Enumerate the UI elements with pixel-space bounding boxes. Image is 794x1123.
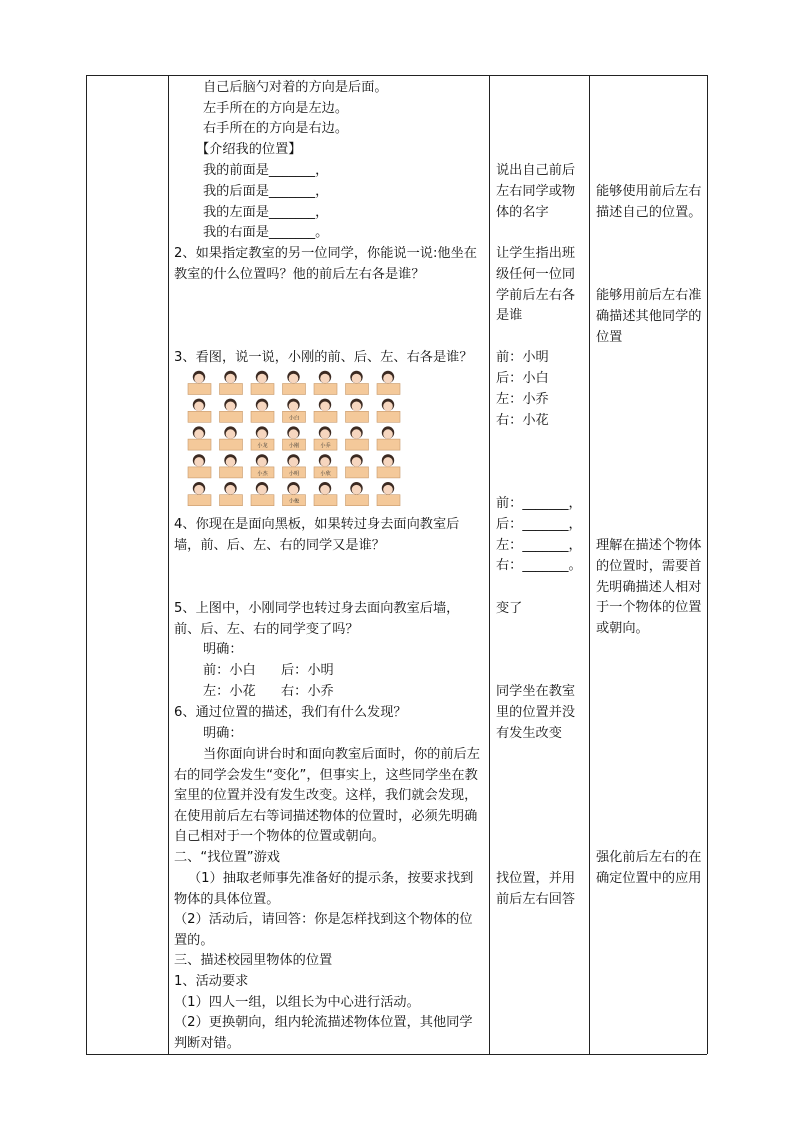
- answer-left: 左：小乔: [496, 392, 549, 407]
- section-2-title: 二、“找位置”游戏: [174, 850, 280, 865]
- student-face: [257, 402, 267, 412]
- student-desk: [346, 495, 369, 506]
- student-desk: [188, 495, 211, 506]
- student-desk: [346, 384, 369, 395]
- text-line: 自己后脑勺对着的方向是后面。: [203, 80, 388, 95]
- design-intent-1: 能够使用前后左右描述自己的位置。: [596, 184, 702, 220]
- classroom-seat-illustration: [184, 369, 406, 508]
- section-3-item: （2）更换朝向，组内轮流描述物体位置，其他同学判断对错。: [174, 1015, 473, 1051]
- question-2: 2、如果指定教室的另一位同学，你能说一说:他坐在教室的什么位置吗？他的前后左右各是谁？: [174, 246, 477, 282]
- answer-front: 前：小明: [496, 350, 549, 365]
- clarify-label: 明确：: [203, 726, 243, 741]
- student-desk: [346, 439, 369, 450]
- student-face: [383, 429, 393, 439]
- answer-back: 后：小明: [281, 663, 334, 678]
- fill-blank-line: 我的后面是_______，: [203, 184, 329, 199]
- student-face: [383, 485, 393, 495]
- student-face: [383, 374, 393, 384]
- student-face: [257, 485, 267, 495]
- question-5: 5、上图中，小刚同学也转过身去面向教室后墙，前、后、左、右的同学变了吗？: [174, 601, 460, 637]
- desk-name-label: 小俊: [288, 498, 300, 505]
- student-desk: [220, 384, 243, 395]
- student-face: [289, 457, 299, 467]
- student-face: [320, 402, 330, 412]
- table-divider-2: [489, 75, 490, 1054]
- table-divider-1: [168, 75, 169, 1054]
- student-desk: [314, 495, 337, 506]
- student-face: [320, 485, 330, 495]
- student-face: [289, 485, 299, 495]
- section-heading: 【介绍我的位置】: [196, 142, 302, 157]
- student-desk: [377, 495, 400, 506]
- student-face: [289, 429, 299, 439]
- answer-front: 前：小白: [203, 663, 256, 678]
- student-face: [352, 374, 362, 384]
- table-border-left: [86, 75, 87, 1054]
- student-desk: [251, 411, 274, 422]
- student-desk: [188, 384, 211, 395]
- seat-grid-svg: [184, 369, 406, 508]
- student-desk: [188, 467, 211, 478]
- student-activity-2: 让学生指出班级任何一位同学前后左右各是谁: [496, 246, 576, 324]
- student-face: [383, 457, 393, 467]
- blank-left: 左：_______，: [496, 538, 582, 553]
- blank-right: 右：_______。: [496, 558, 582, 573]
- question-4: 4、你现在是面向黑板，如果转过身去面向教室后墙，前、后、左、右的同学又是谁？: [174, 517, 460, 553]
- student-activity-6: 同学坐在教室里的位置并没有发生改变: [496, 684, 576, 741]
- desk-name-label: 小乔: [320, 443, 331, 450]
- student-desk: [283, 384, 306, 395]
- design-intent-2: 能够用前后左右准确描述其他同学的位置: [596, 288, 702, 345]
- student-activity-1: 说出自己前后左右同学或物体的名字: [496, 163, 576, 220]
- student-desk: [377, 384, 400, 395]
- desk-name-label: 小白: [288, 415, 300, 422]
- student-desk: [377, 439, 400, 450]
- student-desk: [251, 495, 274, 506]
- table-border-right: [707, 75, 708, 1054]
- student-face: [289, 402, 299, 412]
- student-activity-5: 变了: [496, 601, 523, 616]
- text-line: 右手所在的方向是右边。: [203, 121, 349, 136]
- student-desk: [377, 467, 400, 478]
- student-desk: [251, 384, 274, 395]
- student-desk: [188, 411, 211, 422]
- student-face: [257, 374, 267, 384]
- conclusion-paragraph: 当你面向讲台时和面向教室后面时，你的前后左右的同学会发生“变化”，但事实上，这些同学坐在教室里的位置并没有发生改变。这样，我们就会发现，在使用前后左右等词描述物体的位置时，必须先明确自己相对于一个物体的位置或朝向。: [174, 747, 480, 845]
- student-face: [194, 429, 204, 439]
- table-divider-3: [589, 75, 590, 1054]
- question-3: 3、看图，说一说，小刚的前、后、左、右各是谁？: [174, 350, 473, 365]
- text-line: 左手所在的方向是左边。: [203, 101, 349, 116]
- student-face: [226, 429, 236, 439]
- student-face: [352, 457, 362, 467]
- student-desk: [220, 439, 243, 450]
- question-6: 6、通过位置的描述，我们有什么发现？: [174, 705, 407, 720]
- student-face: [320, 457, 330, 467]
- table-border-top: [86, 75, 707, 76]
- student-face: [226, 402, 236, 412]
- student-desk: [220, 495, 243, 506]
- student-desk: [220, 467, 243, 478]
- student-face: [194, 457, 204, 467]
- student-face: [383, 402, 393, 412]
- student-face: [257, 429, 267, 439]
- desk-name-label: 小杰: [257, 470, 268, 477]
- student-activity-7: 找位置，并用前后左右回答: [496, 871, 576, 907]
- clarify-label: 明确：: [203, 642, 243, 657]
- student-desk: [377, 411, 400, 422]
- section-3-item: 1、活动要求: [174, 974, 249, 989]
- fill-blank-line: 我的前面是_______，: [203, 163, 329, 178]
- desk-name-label: 小刚: [288, 443, 300, 450]
- desk-name-label: 小龙: [257, 443, 268, 450]
- section-2-step-2: （2）活动后，请回答：你是怎样找到这个物体的位置的。: [174, 912, 473, 948]
- student-face: [289, 374, 299, 384]
- student-face: [194, 374, 204, 384]
- answer-right: 右：小花: [496, 413, 549, 428]
- student-face: [320, 429, 330, 439]
- student-face: [257, 457, 267, 467]
- desk-name-label: 小欣: [320, 470, 331, 477]
- student-face: [226, 457, 236, 467]
- design-intent-3: 理解在描述个物体的位置时，需要首先明确描述人相对于一个物体的位置或朝向。: [596, 538, 702, 637]
- student-desk: [220, 411, 243, 422]
- student-desk: [346, 411, 369, 422]
- section-3-title: 三、描述校园里物体的位置: [174, 953, 333, 968]
- student-face: [352, 485, 362, 495]
- blank-front: 前：_______，: [496, 496, 582, 511]
- student-face: [352, 429, 362, 439]
- section-3-item: （1）四人一组，以组长为中心进行活动。: [174, 995, 420, 1010]
- student-face: [226, 485, 236, 495]
- student-face: [352, 402, 362, 412]
- fill-blank-line: 我的左面是_______，: [203, 205, 329, 220]
- student-face: [226, 374, 236, 384]
- student-desk: [346, 467, 369, 478]
- student-face: [320, 374, 330, 384]
- blank-back: 后：_______，: [496, 517, 582, 532]
- student-face: [194, 485, 204, 495]
- student-desk: [314, 411, 337, 422]
- student-desk: [314, 384, 337, 395]
- section-2-step-1: （1）抽取老师事先准备好的提示条，按要求找到物体的具体位置。: [174, 871, 474, 907]
- desk-name-label: 小明: [288, 470, 300, 477]
- student-desk: [188, 439, 211, 450]
- design-intent-4: 强化前后左右的在确定位置中的应用: [596, 850, 702, 886]
- student-face: [194, 402, 204, 412]
- answer-right: 右：小乔: [281, 684, 334, 699]
- answer-left: 左：小花: [203, 684, 256, 699]
- answer-back: 后：小白: [496, 371, 549, 386]
- fill-blank-line: 我的右面是_______。: [203, 225, 329, 240]
